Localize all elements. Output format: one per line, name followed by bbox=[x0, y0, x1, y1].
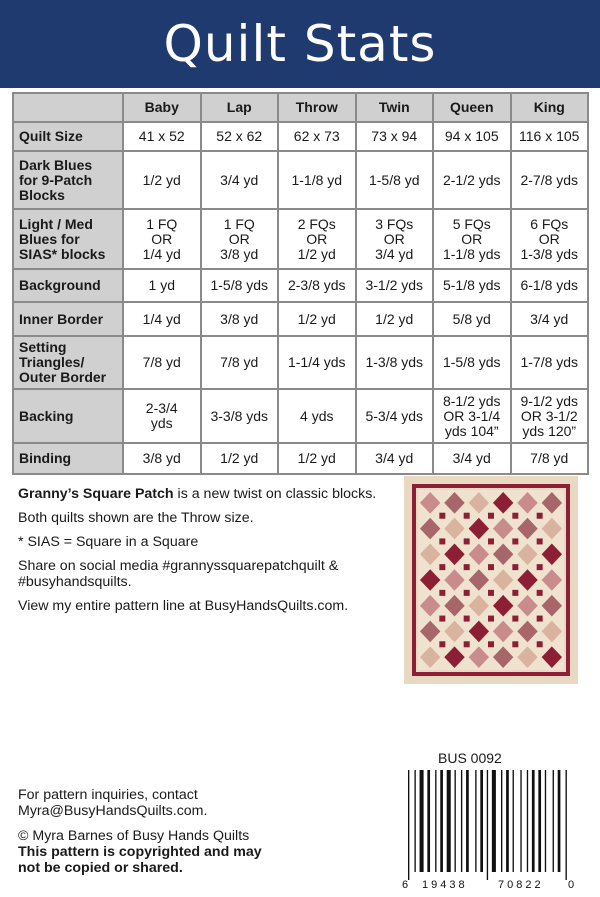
page-title: Quilt Stats bbox=[163, 15, 437, 73]
table-cell bbox=[356, 336, 434, 389]
table-cell bbox=[123, 389, 201, 443]
table-row bbox=[13, 122, 588, 151]
cell-line: 1 FQ bbox=[146, 215, 178, 232]
table-cell bbox=[511, 209, 589, 269]
row-header-line: Quilt Size bbox=[19, 128, 83, 144]
cell-line: OR bbox=[383, 230, 405, 247]
cell-line: yds 120” bbox=[522, 422, 577, 439]
cell-line: 9-1/2 yds bbox=[520, 392, 579, 409]
row-header-line: Setting bbox=[19, 339, 67, 355]
cell-line: 6-1/8 yds bbox=[520, 277, 579, 293]
table-cell bbox=[201, 389, 279, 443]
cell-line: 1-3/8 yds bbox=[520, 245, 579, 262]
table-header-row bbox=[13, 93, 588, 122]
table-cell bbox=[278, 269, 356, 302]
quilt-cornerstone bbox=[439, 564, 445, 570]
column-header: Baby bbox=[123, 93, 201, 122]
row-header bbox=[13, 122, 123, 151]
barcode-bar bbox=[506, 770, 509, 872]
table-cell bbox=[433, 336, 511, 389]
barcode-bar bbox=[461, 770, 462, 872]
row-header bbox=[13, 389, 123, 443]
row-header bbox=[13, 443, 123, 474]
quilt-photo bbox=[404, 476, 578, 684]
barcode-bar bbox=[538, 770, 541, 872]
table-row bbox=[13, 209, 588, 269]
cell-line: OR bbox=[306, 230, 328, 247]
cell-line: 3/4 yd bbox=[220, 171, 259, 188]
table-cell bbox=[511, 151, 589, 209]
cell-line: 1 FQ bbox=[223, 215, 255, 232]
contact-email: Myra@BusyHandsQuilts.com. bbox=[18, 803, 208, 819]
sias-note: * SIAS = Square in a Square bbox=[18, 534, 199, 550]
cell-line: 5-1/8 yds bbox=[442, 277, 501, 293]
quilt-cornerstone bbox=[537, 590, 543, 596]
table-cell bbox=[201, 209, 279, 269]
barcode-digits-left: 19438 bbox=[422, 879, 468, 891]
row-header-line: for 9-Patch bbox=[19, 171, 93, 188]
table-cell bbox=[511, 443, 589, 474]
table-cell bbox=[123, 209, 201, 269]
quilt-cornerstone bbox=[464, 641, 470, 647]
table-cell bbox=[201, 122, 279, 151]
social-line: Share on social media #grannyssquarepatchquilt & bbox=[18, 558, 339, 574]
cell-line: 1/2 yd bbox=[297, 450, 336, 466]
row-header bbox=[13, 302, 123, 336]
cell-line: yds bbox=[150, 415, 173, 431]
cell-line: 2-3/4 bbox=[145, 400, 178, 416]
barcode-bar bbox=[435, 770, 436, 872]
cell-line: 94 x 105 bbox=[444, 128, 499, 144]
column-header: Twin bbox=[356, 93, 434, 122]
table-cell bbox=[123, 151, 201, 209]
copyright-notice: This pattern is copyrighted and may bbox=[18, 844, 262, 860]
barcode-bar bbox=[527, 770, 528, 872]
cell-line: 3/4 yd bbox=[375, 245, 414, 262]
column-header: Queen bbox=[433, 93, 511, 122]
column-header: Lap bbox=[201, 93, 279, 122]
table-cell bbox=[511, 336, 589, 389]
contact-line: For pattern inquiries, contact bbox=[18, 787, 198, 803]
social-line: #busyhandsquilts. bbox=[18, 574, 132, 590]
table-row bbox=[13, 443, 588, 474]
cell-line: 1-5/8 yds bbox=[210, 277, 269, 293]
cell-line: 1-1/4 yds bbox=[287, 354, 346, 370]
table-cell bbox=[356, 302, 434, 336]
cell-line: OR bbox=[228, 230, 250, 247]
cell-line: 73 x 94 bbox=[371, 128, 418, 144]
copyright-line: © Myra Barnes of Busy Hands Quilts bbox=[18, 828, 250, 844]
quilt-cornerstone bbox=[537, 641, 543, 647]
table-cell bbox=[201, 302, 279, 336]
cell-line: 6 FQs bbox=[530, 215, 569, 232]
intro-note bbox=[18, 486, 390, 502]
cell-line: 1-3/8 yds bbox=[365, 354, 424, 370]
table-cell bbox=[123, 122, 201, 151]
cell-line: 3/4 yd bbox=[452, 450, 491, 466]
quilt-cornerstone bbox=[439, 590, 445, 596]
row-header-line: Blocks bbox=[19, 186, 65, 203]
barcode-bar bbox=[566, 770, 567, 880]
table-cell bbox=[201, 443, 279, 474]
row-header bbox=[13, 209, 123, 269]
intro-text: is a new twist on classic blocks. bbox=[173, 486, 377, 502]
cell-line: 7/8 yd bbox=[220, 354, 259, 370]
cell-line: 116 x 105 bbox=[519, 128, 580, 144]
table-cell bbox=[433, 443, 511, 474]
cell-line: 3-1/2 yds bbox=[365, 277, 424, 293]
quilt-cornerstone bbox=[512, 564, 518, 570]
table-cell bbox=[123, 336, 201, 389]
barcode-bar bbox=[492, 770, 496, 872]
cell-line: 1/2 yd bbox=[375, 310, 414, 327]
table-cell bbox=[511, 302, 589, 336]
table-cell bbox=[278, 209, 356, 269]
barcode-bar bbox=[447, 770, 451, 872]
quilt-cornerstone bbox=[488, 538, 494, 544]
quilt-cornerstone bbox=[537, 513, 543, 519]
table-cell bbox=[511, 122, 589, 151]
cell-line: OR bbox=[461, 230, 483, 247]
barcode-bar bbox=[420, 770, 424, 872]
cell-line: 5-3/4 yds bbox=[365, 407, 424, 424]
row-header bbox=[13, 336, 123, 389]
table-cell bbox=[278, 122, 356, 151]
cell-line: 3/8 yd bbox=[220, 310, 259, 327]
pattern-notes bbox=[18, 486, 390, 622]
sku-label: BUS 0092 bbox=[438, 750, 502, 766]
quilt-cornerstone bbox=[488, 590, 494, 596]
cell-line: 7/8 yd bbox=[530, 450, 569, 466]
throw-note: Both quilts shown are the Throw size. bbox=[18, 510, 254, 526]
row-header-line: Binding bbox=[19, 450, 72, 466]
cell-line: 4 yds bbox=[300, 407, 334, 424]
cell-line: 2 FQs bbox=[297, 215, 336, 232]
pattern-name: Granny’s Square Patch bbox=[18, 486, 174, 502]
quilt-cornerstone bbox=[464, 564, 470, 570]
table-cell bbox=[511, 269, 589, 302]
cell-line: OR 3-1/2 bbox=[520, 407, 578, 424]
table-cell bbox=[201, 151, 279, 209]
row-header bbox=[13, 151, 123, 209]
quilt-cornerstone bbox=[537, 616, 543, 622]
barcode-bar bbox=[558, 770, 561, 872]
cell-line: 41 x 52 bbox=[138, 128, 185, 144]
quilt-cornerstone bbox=[464, 538, 470, 544]
barcode-bar bbox=[475, 770, 476, 872]
cell-line: OR 3-1/4 bbox=[443, 407, 501, 424]
row-header-line: Background bbox=[19, 277, 101, 293]
barcode-bar bbox=[487, 770, 488, 880]
quilt-cornerstone bbox=[488, 641, 494, 647]
row-header-line: Backing bbox=[19, 407, 74, 424]
table-cell bbox=[433, 269, 511, 302]
cell-line: 2-1/2 yds bbox=[442, 171, 501, 188]
table-cell bbox=[356, 443, 434, 474]
quilt-stats-table bbox=[12, 92, 589, 475]
barcode bbox=[398, 770, 578, 892]
barcode-digit-lead: 6 bbox=[402, 879, 409, 891]
barcode-digits-right: 70822 bbox=[498, 879, 544, 891]
row-header-line: Light / Med bbox=[19, 215, 93, 232]
cell-line: 3/8 yd bbox=[220, 245, 259, 262]
table-cell bbox=[278, 151, 356, 209]
cell-line: 5/8 yd bbox=[452, 310, 491, 327]
cell-line: 1/2 yd bbox=[297, 245, 336, 262]
cell-line: 1 yd bbox=[148, 277, 175, 293]
cell-line: 8-1/2 yds bbox=[442, 392, 501, 409]
quilt-cornerstone bbox=[464, 513, 470, 519]
table-cell bbox=[433, 302, 511, 336]
row-header-line: Inner Border bbox=[19, 310, 104, 327]
row-header bbox=[13, 269, 123, 302]
table-row bbox=[13, 302, 588, 336]
table-row bbox=[13, 389, 588, 443]
cell-line: OR bbox=[538, 230, 560, 247]
cell-line: 5 FQs bbox=[452, 215, 491, 232]
cell-line: 1-5/8 yds bbox=[442, 354, 501, 370]
quilt-cornerstone bbox=[512, 616, 518, 622]
cell-line: 1-7/8 yds bbox=[520, 354, 579, 370]
barcode-bar bbox=[427, 770, 430, 872]
barcode-bar bbox=[408, 770, 409, 880]
table-body bbox=[13, 122, 588, 474]
cell-line: 52 x 62 bbox=[216, 128, 263, 144]
quilt-cornerstone bbox=[537, 538, 543, 544]
barcode-bar bbox=[480, 770, 483, 872]
table-cell bbox=[278, 302, 356, 336]
barcode-bar bbox=[545, 770, 546, 872]
quilt-cornerstone bbox=[512, 590, 518, 596]
title-banner bbox=[0, 0, 600, 88]
barcode-bar bbox=[553, 770, 554, 872]
quilt-cornerstone bbox=[464, 590, 470, 596]
barcode-bar bbox=[532, 770, 535, 872]
cell-line: 7/8 yd bbox=[142, 354, 181, 370]
column-header: King bbox=[511, 93, 589, 122]
quilt-cornerstone bbox=[512, 538, 518, 544]
cell-line: 3/8 yd bbox=[142, 450, 181, 466]
cell-line: 1-5/8 yd bbox=[368, 171, 420, 188]
cell-line: 3/4 yd bbox=[375, 450, 414, 466]
cell-line: yds 104” bbox=[444, 422, 499, 439]
table-cell bbox=[356, 151, 434, 209]
table-cell bbox=[201, 336, 279, 389]
copyright-block bbox=[18, 828, 318, 876]
social-note bbox=[18, 558, 390, 590]
cell-line: 1/4 yd bbox=[142, 245, 181, 262]
quilt-cornerstone bbox=[464, 616, 470, 622]
barcode-digit-check: 0 bbox=[568, 879, 575, 891]
cell-line: 2-3/8 yds bbox=[287, 277, 346, 293]
cell-line: 62 x 73 bbox=[293, 128, 340, 144]
barcode-bar bbox=[513, 770, 514, 872]
row-header-line: SIAS* blocks bbox=[19, 245, 106, 262]
table-cell bbox=[511, 389, 589, 443]
table-cell bbox=[433, 151, 511, 209]
quilt-cornerstone bbox=[439, 538, 445, 544]
quilt-cornerstone bbox=[439, 513, 445, 519]
column-header: Throw bbox=[278, 93, 356, 122]
cell-line: 1-1/8 yd bbox=[291, 171, 343, 188]
cell-line: 1/2 yd bbox=[142, 171, 181, 188]
table-row bbox=[13, 336, 588, 389]
table-cell bbox=[433, 209, 511, 269]
row-header-line: Dark Blues bbox=[19, 156, 93, 173]
quilt-cornerstone bbox=[439, 616, 445, 622]
table-cell bbox=[278, 389, 356, 443]
cell-line: 3 FQs bbox=[375, 215, 414, 232]
table-cell bbox=[433, 389, 511, 443]
cell-line: 2-7/8 yds bbox=[520, 171, 579, 188]
contact-info bbox=[18, 787, 318, 885]
cell-line: 1/2 yd bbox=[220, 450, 259, 466]
table-cell bbox=[356, 122, 434, 151]
barcode-bar bbox=[440, 770, 443, 872]
barcode-bar bbox=[501, 770, 502, 872]
cell-line: OR bbox=[151, 230, 173, 247]
barcode-bar bbox=[520, 770, 521, 872]
barcode-bars bbox=[408, 770, 567, 880]
quilt-cornerstone bbox=[488, 616, 494, 622]
cell-line: 1/2 yd bbox=[297, 310, 336, 327]
barcode-bar bbox=[414, 770, 415, 872]
table-cell bbox=[123, 269, 201, 302]
table-cell bbox=[278, 336, 356, 389]
table-cell bbox=[356, 269, 434, 302]
table-cell bbox=[201, 269, 279, 302]
table-cell bbox=[356, 389, 434, 443]
barcode-bar bbox=[466, 770, 469, 872]
table-cell bbox=[123, 302, 201, 336]
quilt-cornerstone bbox=[512, 641, 518, 647]
row-header-line: Blues for bbox=[19, 230, 80, 247]
table-cell bbox=[356, 209, 434, 269]
cell-line: 1/4 yd bbox=[142, 310, 181, 327]
contact-inquiry bbox=[18, 787, 318, 819]
row-header-line: Outer Border bbox=[19, 369, 107, 385]
table-corner-cell bbox=[13, 93, 123, 122]
table-cell bbox=[278, 443, 356, 474]
barcode-bar bbox=[455, 770, 456, 872]
cell-line: 3-3/8 yds bbox=[210, 407, 269, 424]
quilt-cornerstone bbox=[512, 513, 518, 519]
row-header-line: Triangles/ bbox=[19, 354, 85, 370]
table-row bbox=[13, 269, 588, 302]
quilt-cornerstone bbox=[488, 513, 494, 519]
quilt-cornerstone bbox=[488, 564, 494, 570]
table-cell bbox=[123, 443, 201, 474]
cell-line: 1-1/8 yds bbox=[442, 245, 501, 262]
table-row bbox=[13, 151, 588, 209]
quilt-cornerstone bbox=[537, 564, 543, 570]
table-cell bbox=[433, 122, 511, 151]
cell-line: 3/4 yd bbox=[530, 310, 569, 327]
copyright-notice: not be copied or shared. bbox=[18, 860, 183, 876]
quilt-cornerstone bbox=[439, 641, 445, 647]
pattern-line-note: View my entire pattern line at BusyHandsQuilts.com. bbox=[18, 598, 349, 614]
